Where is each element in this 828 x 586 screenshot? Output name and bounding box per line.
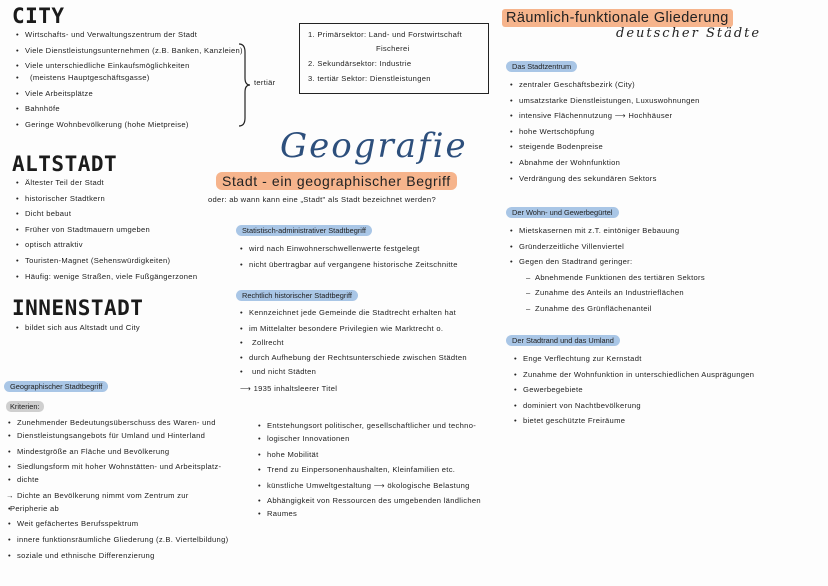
list-item: • Abhängigkeit von Ressourcen des umgebenden ländlichen (258, 496, 481, 506)
list-item: • intensive Flächennutzung ⟶ Hochhäuser (510, 111, 700, 121)
list-item: • Mindestgröße an Fläche und Bevölkerung (8, 447, 228, 457)
list-item: • Siedlungsform mit hoher Wohnstätten- und Arbeitsplatz- (8, 462, 228, 472)
list-item-continued: • Dienstleistungsangebots für Umland und Hinterland (8, 431, 228, 441)
list-item: • bietet geschützte Freiräume (514, 416, 754, 426)
list-item: • nicht übertragbar auf vergangene historische Zeitschnitte (240, 260, 458, 270)
list-item: • Ältester Teil der Stadt (16, 178, 197, 188)
arrow-note: Hochhäuser (628, 111, 673, 121)
list-item: • Bahnhöfe (16, 104, 243, 114)
sector-primary: 1. Primärsektor: Land- und Forstwirtschaft (308, 30, 462, 39)
geographisch-left-list (8, 418, 228, 566)
list-item-arrow: → Dichte an Bevölkerung nimmt vom Zentrum zur (8, 491, 228, 501)
sector-tertiary: 3. tertiär Sektor: Dienstleistungen (308, 74, 431, 83)
arrow-right-icon: ⟶ (614, 111, 629, 121)
list-item: • hohe Mobilität (258, 450, 481, 460)
list-item: • Trend zu Einpersonenhaushalten, Kleinfamilien etc. (258, 465, 481, 475)
rechtlich-conclusion: ⟶ 1935 inhaltsleerer Titel (240, 384, 338, 393)
city-title: CITY (12, 4, 65, 28)
list-item: • zentraler Geschäftsbezirk (City) (510, 80, 700, 90)
list-item: • Dicht bebaut (16, 209, 197, 219)
statistisch-list (240, 244, 458, 275)
geographisch-right-list (258, 421, 481, 525)
list-item: • dominiert von Nachtbevölkerung (514, 401, 754, 411)
list-item: • soziale und ethnische Differenzierung (8, 551, 228, 561)
list-item: • steigende Bodenpreise (510, 142, 700, 152)
altstadt-list (16, 178, 197, 287)
sub-list-item: – Abnehmende Funktionen des tertiären Sektors (526, 273, 705, 283)
stadtrand-list (514, 354, 754, 432)
curly-brace-icon (236, 42, 252, 128)
list-item: • hohe Wertschöpfung (510, 127, 700, 137)
list-item: • innere funktionsräumliche Gliederung (z.B. Viertelbildung) (8, 535, 228, 545)
list-item: • Häufig: wenige Straßen, viele Fußgängerzonen (16, 272, 197, 282)
subject-title: Geografie (280, 126, 468, 166)
list-item: • Viele Arbeitsplätze (16, 89, 243, 99)
list-item: • bildet sich aus Altstadt und City (16, 323, 140, 333)
list-item: • Touristen-Magnet (Sehenswürdigkeiten) (16, 256, 197, 266)
altstadt-title: ALTSTADT (12, 152, 118, 176)
stadtzentrum-heading: Das Stadtzentrum (506, 61, 577, 72)
wohngewerbe-heading: Der Wohn- und Gewerbegürtel (506, 207, 619, 218)
brace-label: tertiär (254, 78, 276, 87)
criteria-label: Kriterien: (6, 401, 44, 412)
list-item: • im Mittelalter besondere Privilegien wie Marktrecht o. (240, 324, 467, 334)
question-text: oder: ab wann kann eine „Stadt" als Stadt bezeichnet werden? (208, 195, 436, 204)
list-item: • Kennzeichnet jede Gemeinde die Stadtrecht erhalten hat (240, 308, 467, 318)
main-title: Stadt - ein geographischer Begriff (216, 172, 457, 190)
list-item: • Entstehungsort politischer, gesellschaftlicher und techno- (258, 421, 481, 431)
arrow-right-icon: ⟶ (240, 384, 254, 393)
list-item: • Abnahme der Wohnfunktion (510, 158, 700, 168)
list-item: • umsatzstarke Dienstleistungen, Luxuswohnungen (510, 96, 700, 106)
sector-secondary: 2. Sekundärsektor: Industrie (308, 59, 412, 68)
list-item: • Gründerzeitliche Villenviertel (510, 242, 705, 252)
list-item: • Zunahme der Wohnfunktion in unterschiedlichen Ausprägungen (514, 370, 754, 380)
gliederung-subtitle: deutscher Städte (616, 26, 762, 41)
list-item: • historischer Stadtkern (16, 194, 197, 204)
list-item-continued: • dichte (8, 475, 228, 485)
list-item: • Viele Dienstleistungsunternehmen (z.B. Banken, Kanzleien) (16, 46, 243, 56)
list-item: • Gewerbegebiete (514, 385, 754, 395)
rechtlich-heading: Rechtlich historischer Stadtbegriff (236, 290, 358, 301)
list-item: • Gegen den Stadtrand geringer: (510, 257, 705, 267)
list-item: • Zunehmender Bedeutungsüberschuss des Waren- und (8, 418, 228, 428)
list-item: • Wirtschafts- und Verwaltungszentrum der Stadt (16, 30, 243, 40)
list-item-continued: • Zollrecht (240, 338, 467, 348)
list-item: • künstliche Umweltgestaltung ⟶ ökologische Belastung (258, 481, 481, 491)
list-item-continued: • (meistens Hauptgeschäftsgasse) (16, 73, 243, 83)
stadtrand-heading: Der Stadtrand und das Umland (506, 335, 620, 346)
innenstadt-title: INNENSTADT (12, 296, 144, 320)
list-item: • Früher von Stadtmauern umgeben (16, 225, 197, 235)
sectors-box (299, 23, 489, 94)
list-item-continued: • Raumes (258, 509, 481, 519)
list-item: • optisch attraktiv (16, 240, 197, 250)
list-item: • Viele unterschiedliche Einkaufsmöglichkeiten (16, 61, 243, 71)
list-item: • Enge Verflechtung zur Kernstadt (514, 354, 754, 364)
gliederung-title: Räumlich-funktionale Gliederung (502, 9, 733, 27)
stadtzentrum-list (510, 80, 700, 189)
list-item: • Weit gefächertes Berufsspektrum (8, 519, 228, 529)
arrow-right-icon: ⟶ (373, 480, 388, 490)
wohngewerbe-list (510, 226, 705, 320)
list-item: • durch Aufhebung der Rechtsunterschiede zwischen Städten (240, 353, 467, 363)
city-list (16, 30, 243, 136)
list-item: • Verdrängung des sekundären Sektors (510, 174, 700, 184)
arrow-note: ökologische Belastung (387, 480, 470, 490)
list-item-continued: • Peripherie ab (8, 504, 228, 514)
list-item: • wird nach Einwohnerschwellenwerte festgelegt (240, 244, 458, 254)
sub-list-item: – Zunahme des Grünflächenanteil (526, 304, 705, 314)
rechtlich-list (240, 308, 467, 383)
sub-list-item: – Zunahme des Anteils an Industrieflächen (526, 288, 705, 298)
list-item-continued: • und nicht Städten (240, 367, 467, 377)
geographisch-heading: Geographischer Stadtbegriff (4, 381, 108, 392)
list-item: • Geringe Wohnbevölkerung (hohe Mietpreise) (16, 120, 243, 130)
statistisch-heading: Statistisch-administrativer Stadtbegriff (236, 225, 372, 236)
list-item-continued: • logischer Innovationen (258, 434, 481, 444)
list-item: • Mietskasernen mit z.T. eintöniger Bebauung (510, 226, 705, 236)
innenstadt-list (16, 323, 140, 339)
sector-primary-cont: Fischerei (376, 44, 410, 53)
